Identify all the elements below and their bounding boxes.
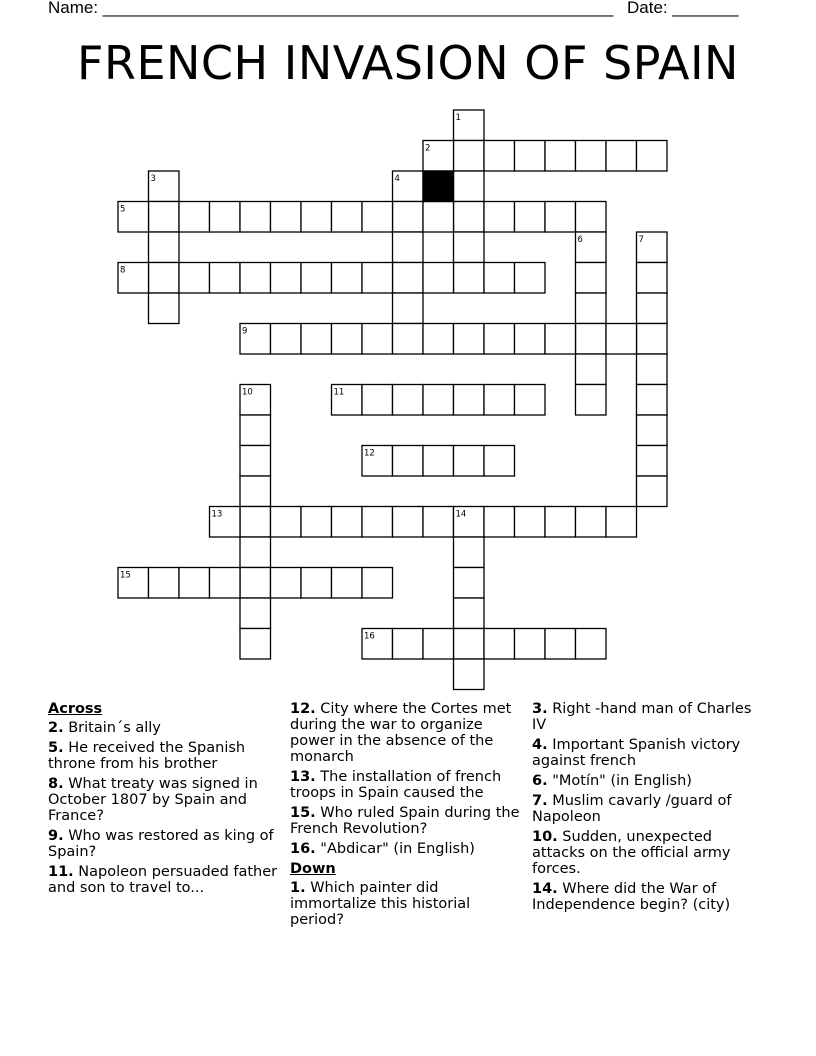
grid-cell[interactable] [454,537,485,568]
grid-cell[interactable] [301,568,332,599]
grid-cell[interactable] [240,507,271,538]
grid-cell[interactable] [637,476,668,507]
grid-cell[interactable] [393,232,424,263]
grid-cell[interactable] [240,263,271,294]
grid-cell[interactable] [484,202,515,233]
grid-cell[interactable] [362,385,393,416]
grid-cell[interactable] [362,263,393,294]
grid-cell[interactable] [454,324,485,355]
grid-cell[interactable] [454,629,485,660]
grid-cell[interactable] [454,598,485,629]
grid-cell[interactable] [484,446,515,477]
clue-number-4: 4 [394,174,400,184]
clue-number-1: 1 [455,113,461,123]
grid-cell[interactable] [271,507,302,538]
grid-cell[interactable] [393,202,424,233]
grid-cell[interactable] [301,202,332,233]
grid-cell[interactable] [454,659,485,690]
grid-cell[interactable] [271,568,302,599]
grid-cell[interactable] [149,171,180,202]
grid-cell[interactable] [637,293,668,324]
across-clue-12: 12. City where the Cortes met during the war to organize power in the absence of the monarch [290,701,512,765]
grid-cell[interactable] [332,263,363,294]
clue-number-15: 15 [120,570,131,581]
grid-cell[interactable] [240,202,271,233]
clue-number-6: 6 [577,235,583,245]
clues-column-1 [48,701,280,900]
grid-cell[interactable] [271,202,302,233]
grid-cell[interactable] [362,324,393,355]
down-heading: Down [290,861,336,877]
grid-cell[interactable] [393,507,424,538]
down-clue-1: 1. Which painter did immortalize this historial period? [290,880,471,928]
clue-number-9: 9 [242,326,248,337]
grid-cell[interactable] [576,232,607,263]
grid-cell[interactable] [393,446,424,477]
grid-cell[interactable] [606,141,637,172]
grid-cell[interactable] [637,263,668,294]
grid-cell[interactable] [423,202,454,233]
across-clue-11: 11. Napoleon persuaded father and son to travel to... [48,864,278,896]
grid-cell[interactable] [332,385,363,416]
puzzle-title: FRENCH INVASION OF SPAIN [77,36,739,90]
grid-cell[interactable] [423,141,454,172]
grid-cell[interactable] [484,141,515,172]
grid-cell[interactable] [271,263,302,294]
grid-cell[interactable] [576,263,607,294]
grid-cell[interactable] [454,171,485,202]
grid-cell[interactable] [545,324,576,355]
grid-cell[interactable] [210,568,241,599]
grid-cell[interactable] [332,507,363,538]
grid-cell[interactable] [576,507,607,538]
grid-cell[interactable] [637,354,668,385]
grid-cell[interactable] [576,354,607,385]
grid-cell[interactable] [332,324,363,355]
clue-number-14: 14 [455,509,467,520]
grid-cell[interactable] [240,629,271,660]
across-clue-2: 2. Britain´s ally [48,720,161,736]
clue-number-2: 2 [425,143,431,154]
grid-cell[interactable] [362,629,393,660]
grid-cell[interactable] [393,171,424,202]
grid-cell[interactable] [545,202,576,233]
grid-cell[interactable] [484,324,515,355]
grid-cell[interactable] [210,263,241,294]
grid-cell[interactable] [454,385,485,416]
grid-cell[interactable] [515,629,546,660]
grid-cell[interactable] [484,507,515,538]
grid-cell[interactable] [637,385,668,416]
grid-cell[interactable] [454,232,485,263]
grid-cell[interactable] [545,507,576,538]
grid-cell[interactable] [484,629,515,660]
grid-cell[interactable] [240,598,271,629]
grid-cell[interactable] [637,141,668,172]
grid-cell[interactable] [240,537,271,568]
across-clue-15: 15. Who ruled Spain during the French Revolution? [290,805,520,837]
clues-column-3 [532,701,764,917]
grid-cell[interactable] [362,568,393,599]
grid-cell[interactable] [393,629,424,660]
grid-cell[interactable] [240,476,271,507]
grid-cell[interactable] [576,293,607,324]
grid-cell[interactable] [576,202,607,233]
grid-cell[interactable] [576,385,607,416]
grid-cell[interactable] [301,507,332,538]
clue-number-12: 12 [364,448,375,459]
grid-cell[interactable] [454,446,485,477]
clue-number-10: 10 [242,387,253,398]
grid-cell[interactable] [637,415,668,446]
grid-cell[interactable] [606,507,637,538]
black-cell [423,171,454,202]
grid-cell[interactable] [118,263,149,294]
across-heading: Across [48,701,103,717]
clue-number-8: 8 [120,265,126,276]
grid-cell[interactable] [454,568,485,599]
grid-cell[interactable] [423,446,454,477]
grid-cell[interactable] [301,324,332,355]
grid-cell[interactable] [423,629,454,660]
grid-cell[interactable] [454,263,485,294]
grid-cell[interactable] [515,202,546,233]
clue-number-5: 5 [120,204,126,215]
grid-cell[interactable] [393,385,424,416]
grid-cell[interactable] [454,110,485,141]
down-clue-6: 6. "Motín" (in English) [532,773,692,789]
grid-cell[interactable] [423,263,454,294]
grid-cell[interactable] [606,324,637,355]
grid-cell[interactable] [149,232,180,263]
across-clue-8: 8. What treaty was signed in October 1807 by Spain and France? [48,776,258,824]
grid-cell[interactable] [484,263,515,294]
grid-cell[interactable] [362,202,393,233]
grid-cell[interactable] [179,568,210,599]
grid-cell[interactable] [545,629,576,660]
down-clue-7: 7. Muslim cavarly /guard of Napoleon [532,793,732,825]
across-clue-5: 5. He received the Spanish throne from his brother [48,740,246,772]
grid-cell[interactable] [210,507,241,538]
grid-cell[interactable] [423,507,454,538]
grid-cell[interactable] [637,232,668,263]
grid-cell[interactable] [637,324,668,355]
grid-cell[interactable] [179,202,210,233]
grid-cell[interactable] [240,324,271,355]
grid-cell[interactable] [240,568,271,599]
across-clue-13: 13. The installation of french troops in Spain caused the [290,769,502,801]
grid-cell[interactable] [240,446,271,477]
grid-cell[interactable] [393,263,424,294]
grid-cell[interactable] [423,385,454,416]
grid-cell[interactable] [576,141,607,172]
grid-cell[interactable] [515,385,546,416]
down-clue-4: 4. Important Spanish victory against french [532,737,741,769]
grid-cell[interactable] [515,324,546,355]
grid-cell[interactable] [515,141,546,172]
grid-cell[interactable] [362,446,393,477]
grid-cell[interactable] [240,385,271,416]
grid-cell[interactable] [240,415,271,446]
grid-cell[interactable] [210,202,241,233]
grid-cell[interactable] [362,507,393,538]
grid-cell[interactable] [576,324,607,355]
clue-number-11: 11 [333,387,345,398]
clue-number-3: 3 [150,174,156,184]
grid-cell[interactable] [515,263,546,294]
grid-cell[interactable] [484,385,515,416]
down-clue-14: 14. Where did the War of Independence begin? (city) [532,881,731,913]
grid-cell[interactable] [576,629,607,660]
grid-cell[interactable] [423,324,454,355]
grid-cell[interactable] [149,568,180,599]
grid-cell[interactable] [454,507,485,538]
grid-cell[interactable] [149,293,180,324]
grid-cell[interactable] [179,263,210,294]
grid-cell[interactable] [118,568,149,599]
grid-cell[interactable] [545,141,576,172]
clue-number-7: 7 [638,235,644,245]
grid-cell[interactable] [149,263,180,294]
grid-cell[interactable] [393,324,424,355]
grid-cell[interactable] [393,293,424,324]
grid-cell[interactable] [454,141,485,172]
across-clue-9: 9. Who was restored as king of Spain? [48,828,274,860]
clues-column-2 [290,701,526,932]
grid-cell[interactable] [637,446,668,477]
grid-cell[interactable] [454,202,485,233]
grid-cell[interactable] [149,202,180,233]
name-field-line[interactable]: Name: ______________________________________________________ [48,0,614,17]
grid-cell[interactable] [271,324,302,355]
grid-cell[interactable] [118,202,149,233]
grid-cell[interactable] [332,568,363,599]
clue-number-16: 16 [364,631,375,642]
grid-cell[interactable] [515,507,546,538]
across-clue-16: 16. "Abdicar" (in English) [290,841,475,857]
grid-cell[interactable] [332,202,363,233]
down-clue-3: 3. Right -hand man of Charles IV [532,701,752,733]
date-field-line[interactable]: Date: _______ [627,0,739,17]
down-clue-10: 10. Sudden, unexpected attacks on the official army forces. [532,829,731,877]
grid-cell[interactable] [301,263,332,294]
clue-number-13: 13 [211,509,223,520]
